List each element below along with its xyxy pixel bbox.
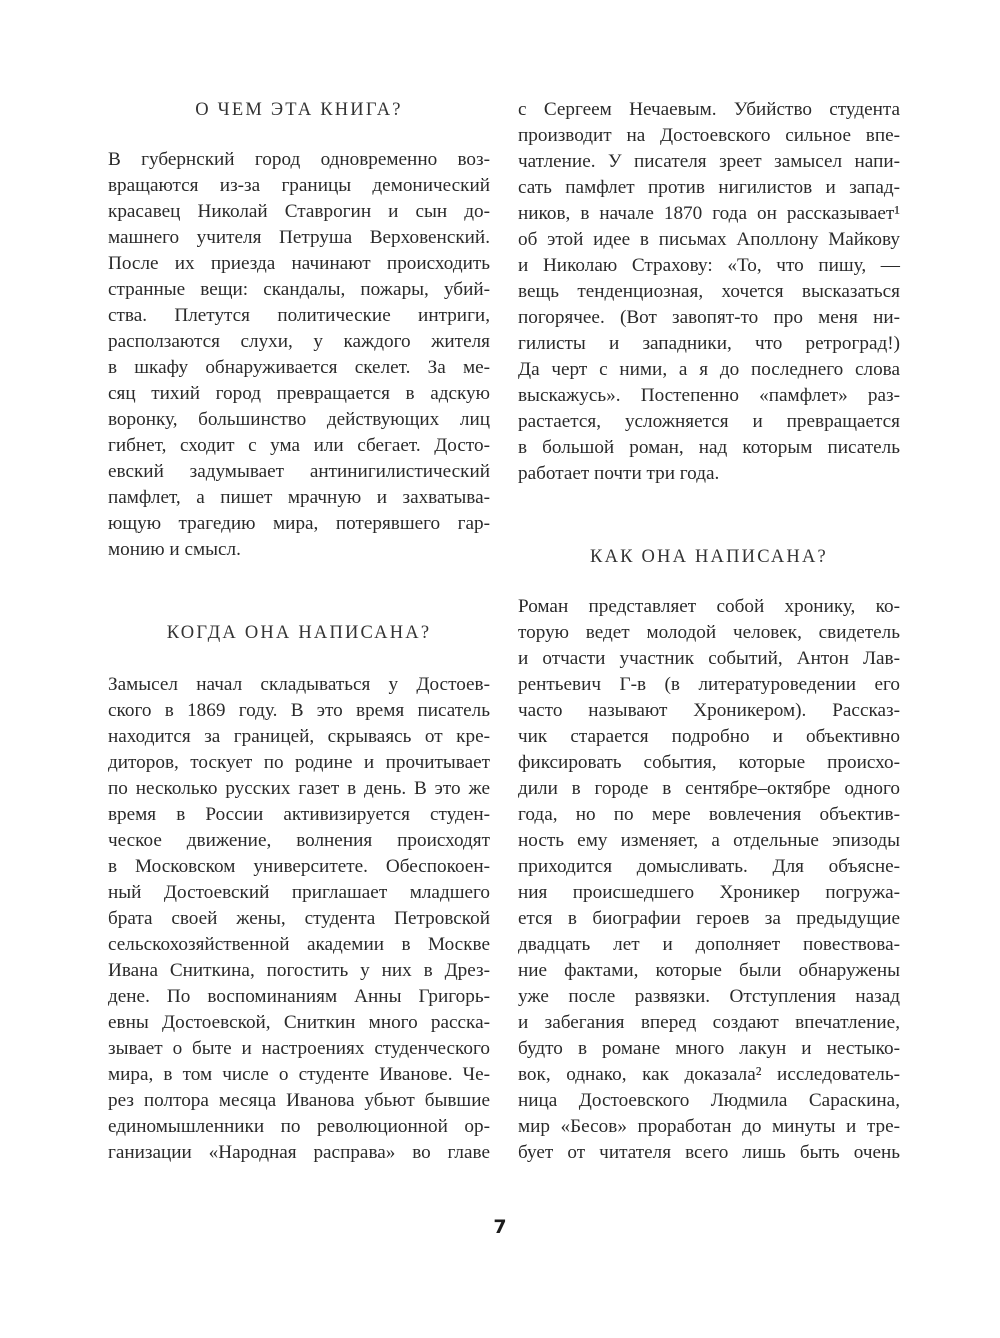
text-line: гибнет, сходит с ума или сбегает. Досто- (108, 435, 490, 456)
text-line: с Сергеем Нечаевым. Убийство студента (518, 99, 900, 120)
text-line: сяц тихий город превращается в адскую (108, 383, 490, 404)
section-heading-what-about: О ЧЕМ ЭТА КНИГА? (195, 100, 403, 120)
text-line: и Николаю Страхову: «То, что пишу, — (518, 255, 900, 276)
text-line: бует от читателя всего лишь быть очень (518, 1142, 900, 1163)
text-line: Ивана Сниткина, погостить у них в Дрез- (108, 960, 490, 981)
section-body-when-written (108, 672, 490, 1166)
text-line: работает почти три года. (518, 463, 720, 484)
text-line: машнего учителя Петруша Верховенский. (108, 227, 490, 248)
text-line: зывает о быте и настроениях студенческого (108, 1038, 490, 1059)
text-line: погорячее. (Вот завопят-то про меня ни- (518, 307, 900, 328)
page-number: 7 (493, 1216, 507, 1238)
text-line: ница Достоевского Людмила Сараскина, (518, 1090, 900, 1111)
text-line: и отчасти участник событий, Антон Лав- (518, 648, 900, 669)
text-line: в большой роман, над которым писатель (518, 437, 900, 458)
text-line: дене. По воспоминаниям Анны Григорь- (108, 986, 490, 1007)
text-line: ния происшедшего Хроникер погружа- (518, 882, 900, 903)
text-line: торую ведет молодой человек, свидетель (518, 622, 900, 643)
text-line: дили в городе в сентябре–октябре одного (518, 778, 900, 799)
text-line: евский задумывает антинигилистический (108, 461, 490, 482)
text-line: об этой идее в письмах Аполлону Майкову (518, 229, 900, 250)
section-body-when-written-continued (518, 97, 900, 487)
text-line: в Московском университете. Обеспокоен- (108, 856, 490, 877)
text-line: ющую трагедию мира, потерявшего гар- (108, 513, 490, 534)
text-line: и забегания вперед создают впечатление, (518, 1012, 900, 1033)
text-line: фиксировать события, которые происхо- (518, 752, 900, 773)
text-line: сать памфлет против нигилистов и запад- (518, 177, 900, 198)
text-line: После их приезда начинают происходить (108, 253, 490, 274)
section-body-how-written (518, 594, 900, 1166)
text-line: красавец Николай Ставрогин и сын до- (108, 201, 490, 222)
text-line: мир «Бесов» проработан до минуты и тре- (518, 1116, 900, 1137)
text-line: ганизации «Народная расправа» во главе (108, 1142, 490, 1163)
text-line: ние фактами, которые были обнаружены (518, 960, 900, 981)
text-line: рез полтора месяца Иванова убьют бывшие (108, 1090, 490, 1111)
section-heading-when-written: КОГДА ОНА НАПИСАНА? (166, 623, 432, 643)
text-line: расползаются слухи, у каждого жителя (108, 331, 490, 352)
text-line: памфлет, а пишет мрачную и захватыва- (108, 487, 490, 508)
text-line: единомышленники по революционной ор- (108, 1116, 490, 1137)
text-line: сельскохозяйственной академии в Москве (108, 934, 490, 955)
text-line: чатление. У писателя зреет замысел напи- (518, 151, 900, 172)
text-line: уже после развязки. Отступления назад (518, 986, 900, 1007)
text-line: ческое движение, волнения происходят (108, 830, 490, 851)
text-line: ства. Плетутся политические интриги, (108, 305, 490, 326)
text-line: ского в 1869 году. В это время писатель (108, 700, 490, 721)
section-heading-how-written: КАК ОНА НАПИСАНА? (590, 547, 828, 567)
text-line: будто в романе много лакун и нестыко- (518, 1038, 900, 1059)
text-line: евны Достоевской, Сниткин много расска- (108, 1012, 490, 1033)
text-line: диторов, тоскует по родине и прочитывает (108, 752, 490, 773)
text-line: чик старается подробно и объективно (518, 726, 900, 747)
text-line: Да черт с ними, а я до последнего слова (518, 359, 900, 380)
text-line: приходится домысливать. Для объясне- (518, 856, 900, 877)
text-line: Роман представляет собой хронику, ко- (518, 596, 900, 617)
text-line: находится за границей, скрываясь от кре- (108, 726, 490, 747)
text-line: вещь тенденциозная, хочется высказаться (518, 281, 900, 302)
text-line: растается, усложняется и превращается (518, 411, 900, 432)
text-line: воронку, большинство действующих лиц (108, 409, 490, 430)
text-line: брата своей жены, студента Петровской (108, 908, 490, 929)
text-line: время в России активизируется студен- (108, 804, 490, 825)
text-line: ников, в начале 1870 года он рассказывает¹ (518, 203, 900, 224)
text-line: ется в биографии героев за предыдущие (518, 908, 900, 929)
text-line: вок, однако, как доказала² исследователь- (518, 1064, 900, 1085)
text-line: рентьевич Г-в (в литературоведении его (518, 674, 900, 695)
text-line: часто называют Хроникером). Рассказ- (518, 700, 900, 721)
text-line: гилисты и западники, что ретроград!) (518, 333, 900, 354)
text-line: выскажусь». Постепенно «памфлет» раз- (518, 385, 900, 406)
text-line: Замысел начал складываться у Достоев- (108, 674, 490, 695)
text-line: монию и смысл. (108, 539, 241, 560)
text-line: странные вещи: скандалы, пожары, убий- (108, 279, 490, 300)
text-line: по несколько русских газет в день. В это же (108, 778, 490, 799)
text-line: ность ему изменяет, а отдельные эпизоды (518, 830, 900, 851)
text-line: ный Достоевский приглашает младшего (108, 882, 490, 903)
section-body-what-about (108, 147, 490, 563)
text-line: мира, в том числе о студенте Иванове. Че- (108, 1064, 490, 1085)
text-line: двадцать лет и дополняет повествова- (518, 934, 900, 955)
text-line: вращаются из-за границы демонический (108, 175, 490, 196)
text-line: в шкафу обнаруживается скелет. За ме- (108, 357, 490, 378)
text-line: года, но по мере вовлечения объектив- (518, 804, 900, 825)
text-line: производит на Достоевского сильное впе- (518, 125, 900, 146)
text-line: В губернский город одновременно воз- (108, 149, 490, 170)
